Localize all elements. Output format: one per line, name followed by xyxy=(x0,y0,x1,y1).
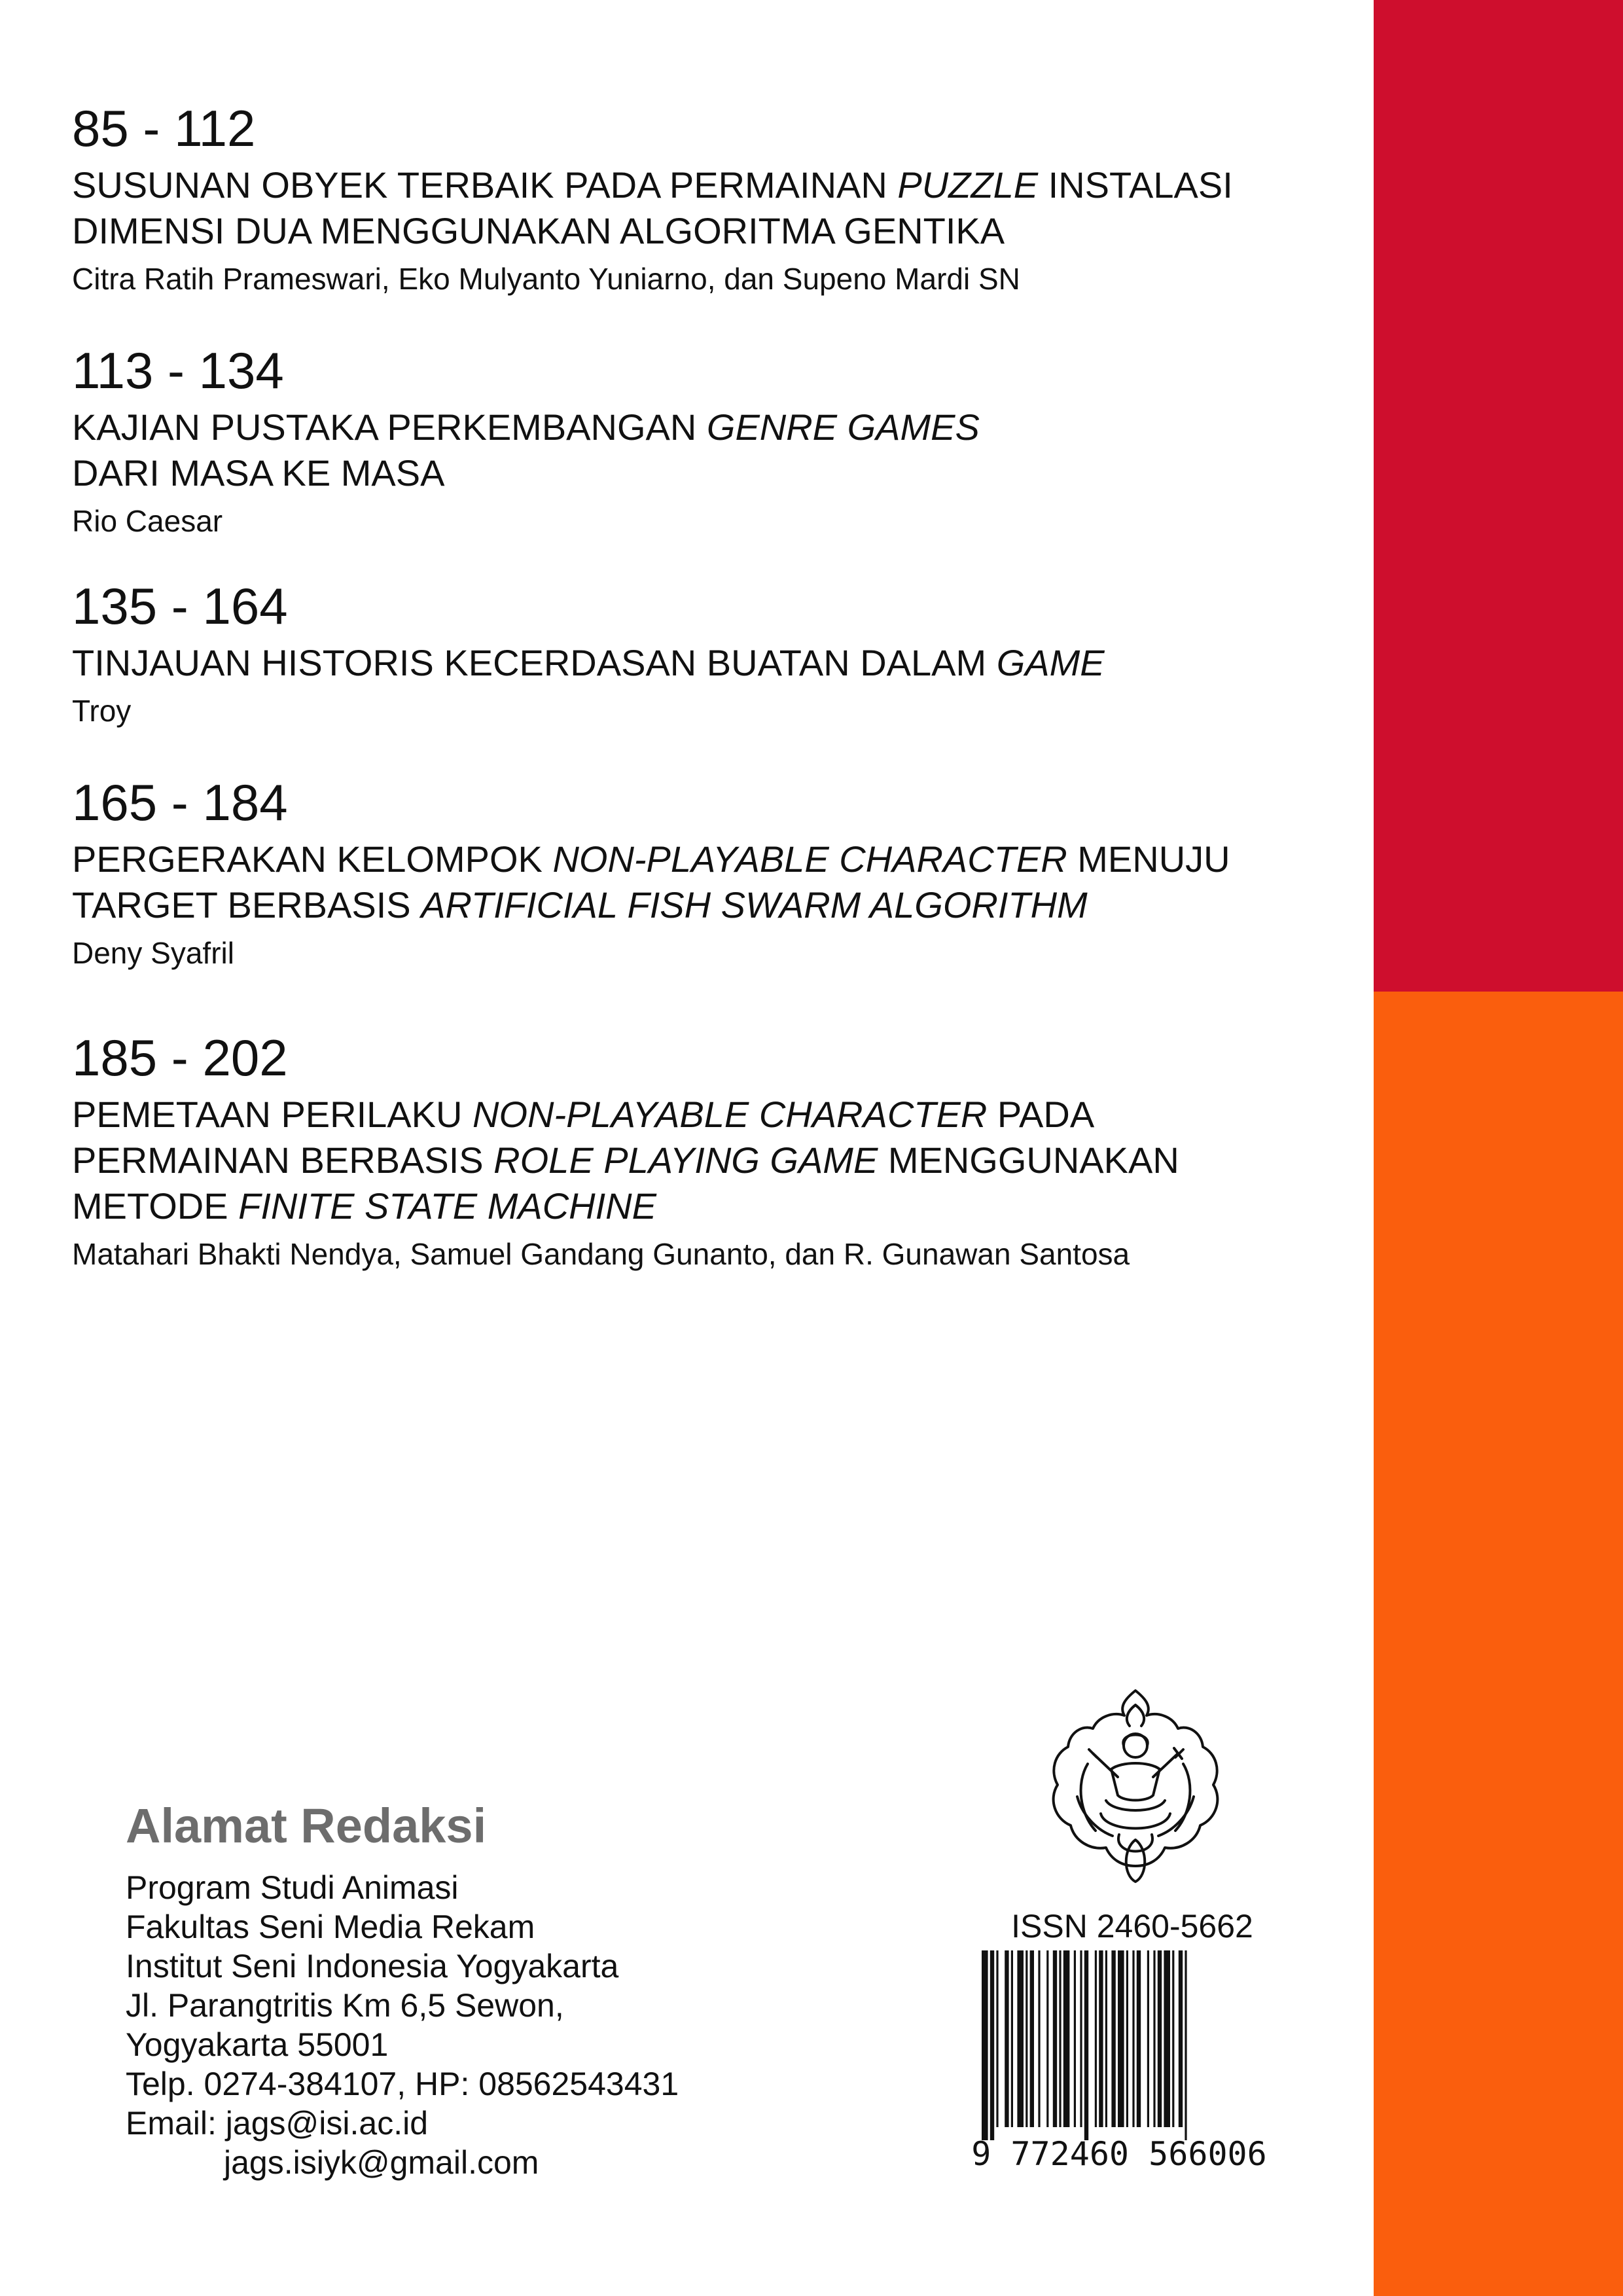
title-segment: GENRE GAMES xyxy=(706,406,980,448)
toc-entry-5 xyxy=(72,1028,1355,1274)
barcode-bar xyxy=(990,1950,994,2140)
address-line: Jl. Parangtritis Km 6,5 Sewon, xyxy=(126,1987,564,2024)
page-range: 165 - 184 xyxy=(72,774,288,831)
barcode-bar xyxy=(1074,1950,1076,2127)
barcode-bar xyxy=(1158,1950,1162,2127)
barcode-bar xyxy=(1164,1950,1170,2127)
title-segment: INSTALASI DIMENSI DUA MENGGUNAKAN ALGORITMA GENTIKA xyxy=(72,164,1233,251)
barcode-bar xyxy=(1137,1950,1141,2127)
barcode-bar xyxy=(1005,1950,1008,2127)
article-title xyxy=(72,162,1315,254)
title-segment: MENGGUNAKAN METODE xyxy=(72,1139,1179,1227)
red-side-band xyxy=(1374,0,1623,992)
title-segment: MENUJU TARGET BERBASIS xyxy=(72,838,1230,925)
barcode-bar xyxy=(1105,1950,1107,2127)
barcode-bar xyxy=(1111,1950,1115,2127)
article-title xyxy=(72,1092,1315,1229)
article-authors: Deny Syafril xyxy=(72,936,234,970)
title-segment: ROLE PLAYING GAME xyxy=(493,1139,878,1181)
barcode-bar xyxy=(1153,1950,1155,2127)
article-authors: Matahari Bhakti Nendya, Samuel Gandang Gunanto, dan R. Gunawan Santosa xyxy=(72,1237,1130,1271)
address-line: Program Studi Animasi xyxy=(126,1869,459,1906)
title-segment: PEMETAAN PERILAKU xyxy=(72,1094,473,1135)
barcode-bar xyxy=(1147,1950,1149,2127)
barcode-bar xyxy=(1185,1950,1186,2140)
barcode-number: 9 772460 566006 xyxy=(971,2135,1267,2173)
barcode-bar xyxy=(1053,1950,1057,2127)
toc-entry-1 xyxy=(72,98,1355,298)
barcode-bar xyxy=(1084,1950,1088,2140)
title-segment: KAJIAN PUSTAKA PERKEMBANGAN xyxy=(72,406,707,448)
toc-entry-2 xyxy=(72,340,1355,541)
page-range: 113 - 134 xyxy=(72,342,284,399)
toc-entry-4 xyxy=(72,772,1355,973)
address-line: Telp. 0274-384107, HP: 08562543431 xyxy=(126,2066,679,2102)
barcode-bar xyxy=(1126,1950,1128,2127)
issn-barcode xyxy=(942,1950,1296,2173)
title-segment: PADA PERMAINAN BERBASIS xyxy=(72,1094,1093,1181)
isi-yogyakarta-emblem-icon xyxy=(1041,1685,1230,1895)
page-range: 185 - 202 xyxy=(72,1029,288,1086)
title-segment: FINITE STATE MACHINE xyxy=(238,1185,656,1227)
barcode-bar xyxy=(1063,1950,1070,2127)
address-heading: Alamat Redaksi xyxy=(126,1799,487,1853)
barcode-bar xyxy=(1080,1950,1082,2127)
barcode-bar xyxy=(1099,1950,1103,2127)
title-segment: SUSUNAN OBYEK TERBAIK PADA PERMAINAN xyxy=(72,164,898,206)
editorial-address xyxy=(126,1793,911,2182)
barcode-bar xyxy=(1017,1950,1024,2127)
barcode-bar xyxy=(1172,1950,1174,2127)
barcode-bar xyxy=(1038,1950,1040,2127)
article-authors: Rio Caesar xyxy=(72,504,223,538)
toc-entry-3 xyxy=(72,576,1355,730)
article-title xyxy=(72,640,1355,686)
article-authors: Citra Ratih Prameswari, Eko Mulyanto Yuniarno, dan Supeno Mardi SN xyxy=(72,262,1020,296)
barcode-bar xyxy=(1095,1950,1097,2127)
title-segment: DARI MASA KE MASA xyxy=(72,452,445,493)
barcode-bar xyxy=(1118,1950,1124,2127)
address-line: Institut Seni Indonesia Yogyakarta xyxy=(126,1948,619,1984)
barcode-bar xyxy=(982,1950,988,2140)
barcode-bar xyxy=(1011,1950,1013,2127)
address-line: Fakultas Seni Media Rekam xyxy=(126,1909,535,1945)
article-authors: Troy xyxy=(72,694,132,728)
page-range: 85 - 112 xyxy=(72,99,256,157)
title-segment: GAME xyxy=(996,642,1105,683)
address-line: Yogyakarta 55001 xyxy=(126,2026,389,2063)
page-range: 135 - 164 xyxy=(72,577,288,635)
barcode-bar xyxy=(1132,1950,1134,2127)
title-segment: PERGERAKAN KELOMPOK xyxy=(72,838,553,880)
barcode-bar xyxy=(1030,1950,1034,2127)
barcode-bar xyxy=(1179,1950,1183,2127)
title-segment: TINJAUAN HISTORIS KECERDASAN BUATAN DALAM xyxy=(72,642,997,683)
article-title xyxy=(72,836,1302,928)
issn-label: ISSN 2460-5662 xyxy=(1011,1908,1253,1945)
email-line: Email: jags@isi.ac.id xyxy=(126,2105,429,2142)
orange-side-band xyxy=(1374,992,1623,2296)
article-title xyxy=(72,404,1355,496)
title-segment: NON-PLAYABLE CHARACTER xyxy=(473,1094,988,1135)
barcode-bar xyxy=(1059,1950,1061,2127)
barcode-bar xyxy=(996,1950,998,2127)
barcode-bar xyxy=(1026,1950,1027,2127)
email-line: jags.isiyk@gmail.com xyxy=(224,2144,539,2181)
title-segment: NON-PLAYABLE CHARACTER xyxy=(552,838,1067,880)
title-segment: PUZZLE xyxy=(897,164,1039,206)
barcode-bar xyxy=(1046,1950,1048,2127)
title-segment: ARTIFICIAL FISH SWARM ALGORITHM xyxy=(421,884,1088,925)
